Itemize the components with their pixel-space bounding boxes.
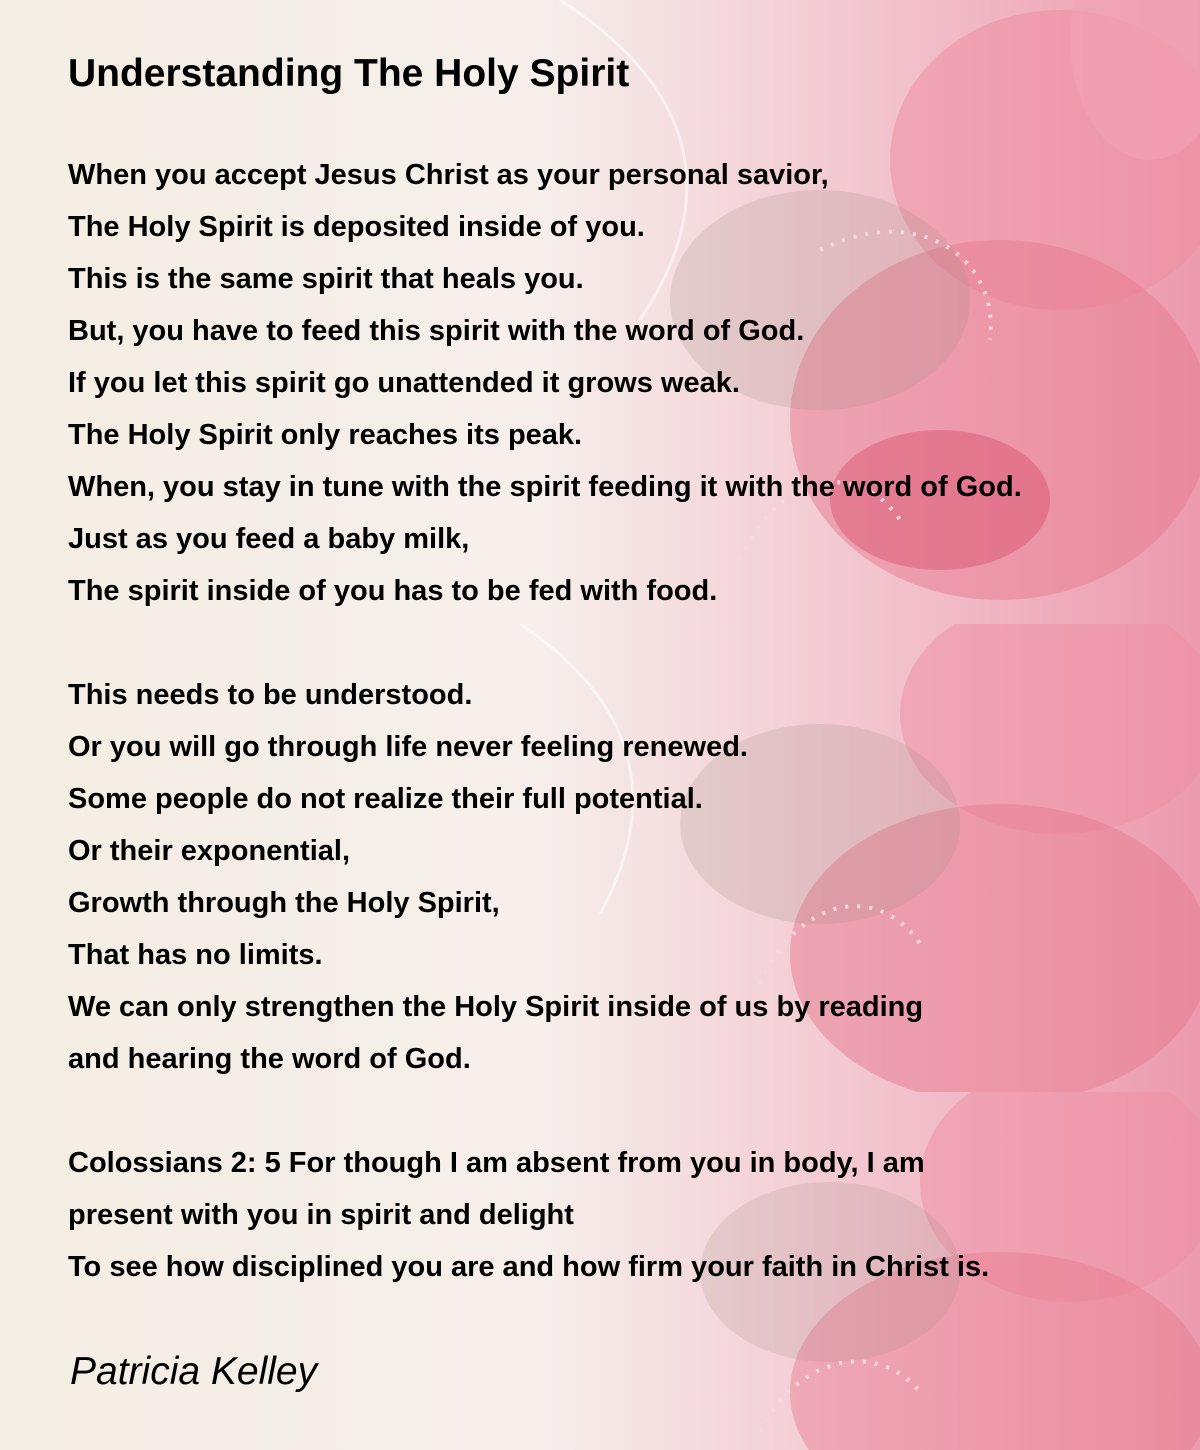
poem-line: But, you have to feed this spirit with the word of God. <box>68 315 805 347</box>
poem-line: When you accept Jesus Christ as your personal savior, <box>68 159 829 191</box>
poem-line: We can only strengthen the Holy Spirit inside of us by reading <box>68 991 924 1023</box>
poem-line: If you let this spirit go unattended it grows weak. <box>68 367 740 399</box>
poem-line: Colossians 2: 5 For though I am absent from you in body, I am <box>68 1147 925 1179</box>
poem-line: present with you in spirit and delight <box>68 1199 574 1231</box>
poem-line: The Holy Spirit is deposited inside of you. <box>68 211 645 243</box>
poem-title: Understanding The Holy Spirit <box>68 52 630 95</box>
poem-line: Just as you feed a baby milk, <box>68 523 470 555</box>
poem-line: Or you will go through life never feeling renewed. <box>68 731 748 763</box>
poem-line: The Holy Spirit only reaches its peak. <box>68 419 583 451</box>
poem-line: and hearing the word of God. <box>68 1043 471 1075</box>
poem-line: When, you stay in tune with the spirit feeding it with the word of God. <box>68 471 1022 503</box>
poem-author: Patricia Kelley <box>70 1350 318 1393</box>
poem-line: Some people do not realize their full potential. <box>68 783 703 815</box>
poem-line: The spirit inside of you has to be fed with food. <box>68 575 718 607</box>
poem-line: To see how disciplined you are and how firm your faith in Christ is. <box>68 1251 990 1283</box>
poem-line: That has no limits. <box>68 939 323 971</box>
poem-line: This needs to be understood. <box>68 679 473 711</box>
poem-line: This is the same spirit that heals you. <box>68 263 584 295</box>
poem-line: Or their exponential, <box>68 835 350 867</box>
poem-line: Growth through the Holy Spirit, <box>68 887 500 919</box>
